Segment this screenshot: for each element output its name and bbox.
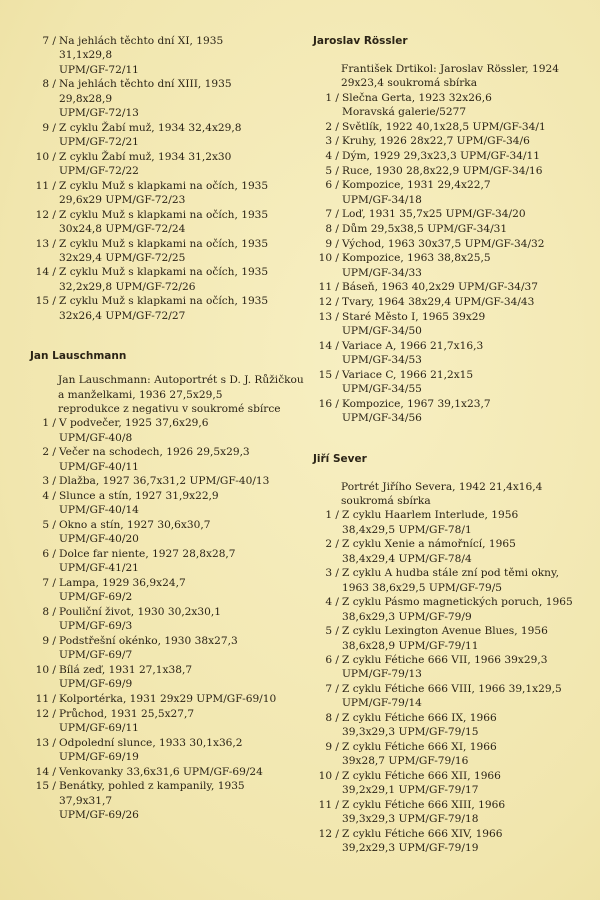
entry-number: 16 /: [318, 397, 339, 410]
catalog-entry: [30, 605, 310, 634]
entry-number: 2 /: [42, 446, 56, 459]
entry-text: Loď, 1931 35,7x25 UPM/GF-34/20: [342, 208, 526, 221]
entry-number: 8 /: [325, 712, 339, 725]
author-portrait-caption: Jan Lauschmann: Autoportrét s D. J. Růžičkou a manželkami, 1936 27,5x29,5 reprodukce z negativu v soukromé sbírce: [58, 374, 304, 416]
catalog-entry: [313, 682, 588, 711]
entry-text: Dlažba, 1927 36,7x31,2 UPM/GF-40/13: [59, 475, 270, 488]
entry-text: V podvečer, 1925 37,6x29,6 UPM/GF-40/8: [59, 417, 209, 444]
catalog-entry: [30, 736, 310, 765]
entry-text: Z cyklu Fétiche 666 VII, 1966 39x29,3 UPM/GF-79/13: [342, 654, 548, 681]
entry-number: 11 /: [35, 179, 56, 192]
entry-number: 9 /: [42, 121, 56, 134]
catalog-entry: [313, 207, 588, 221]
entry-number: 15 /: [35, 780, 56, 793]
catalog-entry: [313, 653, 588, 682]
entry-text: Z cyklu Fétiche 666 XII, 1966 39,2x29,1 UPM/GF-79/17: [342, 770, 501, 797]
catalog-entry: [313, 595, 588, 624]
entry-number: 6 /: [325, 654, 339, 667]
entry-number: 12 /: [35, 707, 56, 720]
entry-number: 4 /: [325, 149, 339, 162]
catalog-entry: [30, 416, 310, 445]
spacer: [313, 466, 588, 480]
entry-text: Staré Město I, 1965 39x29 UPM/GF-34/50: [342, 310, 486, 338]
entry-number: 11 /: [318, 799, 339, 812]
catalog-entry: [313, 537, 588, 566]
entry-text: Z cyklu Žabí muž, 1934 32,4x29,8 UPM/GF-72/21: [59, 121, 242, 148]
catalog-entry: [30, 474, 310, 488]
catalog-entry: [313, 827, 588, 856]
entry-text: Z cyklu Pásmo magnetických poruch, 1965 38,6x29,3 UPM/GF-79/9: [342, 596, 573, 623]
catalog-entry: [30, 150, 310, 179]
catalog-entry: [313, 368, 588, 397]
entry-text: Podstřešní okénko, 1930 38x27,3 UPM/GF-69/7: [59, 634, 238, 662]
catalog-entry: [313, 91, 588, 120]
entry-number: 1 /: [325, 509, 339, 522]
entry-text: Pouliční život, 1930 30,2x30,1 UPM/GF-69/3: [59, 605, 221, 633]
entry-number: 10 /: [318, 770, 339, 783]
entry-number: 7 /: [325, 683, 339, 696]
entry-text: Z cyklu Muž s klapkami na očích, 1935 32x26,4 UPM/GF-72/27: [59, 295, 269, 322]
entry-number: 12 /: [318, 828, 339, 841]
catalog-entry: [30, 179, 310, 208]
catalog-entry: [313, 508, 588, 537]
catalog-entry: [30, 663, 310, 692]
entry-number: 9 /: [325, 237, 339, 250]
right-column: [313, 34, 588, 856]
catalog-entry: [30, 208, 310, 237]
entry-text: Z cyklu Muž s klapkami na očích, 1935 30x24,8 UPM/GF-72/24: [59, 208, 269, 235]
author-portrait-caption: Portrét Jiřího Severa, 1942 21,4x16,4 soukromá sbírka: [341, 480, 543, 507]
entry-text: Z cyklu Fétiche 666 XIV, 1966 39,2x29,3 UPM/GF-79/19: [342, 828, 503, 855]
entry-text: Z cyklu Muž s klapkami na očích, 1935 32x29,4 UPM/GF-72/25: [59, 237, 269, 264]
entry-number: 11 /: [318, 281, 339, 294]
catalog-entry: [313, 310, 588, 339]
entry-text: Bílá zeď, 1931 27,1x38,7 UPM/GF-69/9: [59, 663, 193, 691]
entry-text: Slečna Gerta, 1923 32x26,6 Moravská galerie/5277: [342, 91, 492, 118]
entry-number: 7 /: [42, 576, 56, 589]
entry-text: Z cyklu Fétiche 666 IX, 1966 39,3x29,3 UPM/GF-79/15: [342, 712, 497, 739]
entry-text: Variace A, 1966 21,7x16,3 UPM/GF-34/53: [342, 339, 484, 367]
catalog-entry: [313, 280, 588, 294]
entry-text: Z cyklu Fétiche 666 VIII, 1966 39,1x29,5 UPM/GF-79/14: [342, 683, 562, 710]
entry-text: Světlík, 1922 40,1x28,5 UPM/GF-34/1: [342, 120, 546, 133]
entry-text: Na jehlách těchto dní XI, 1935 31,1x29,8 UPM/GF-72/11: [59, 35, 224, 76]
entry-text: Benátky, pohled z kampanily, 1935 37,9x31,7 UPM/GF-69/26: [59, 780, 245, 821]
catalog-entry: [30, 765, 310, 779]
catalog-entry: [313, 740, 588, 769]
catalog-entry: [313, 397, 588, 426]
catalog-entry: [313, 134, 588, 148]
entry-number: 7 /: [325, 208, 339, 221]
entry-text: Kompozice, 1963 38,8x25,5 UPM/GF-34/33: [342, 252, 491, 279]
entry-number: 4 /: [42, 490, 56, 502]
catalog-entry: [313, 164, 588, 178]
entry-number: 13 /: [35, 237, 56, 250]
entry-text: Variace C, 1966 21,2x15 UPM/GF-34/55: [342, 368, 474, 395]
catalog-entry: [313, 251, 588, 280]
entry-text: Lampa, 1929 36,9x24,7 UPM/GF-69/2: [59, 576, 186, 604]
entry-number: 3 /: [325, 567, 339, 580]
catalog-entry: [30, 34, 310, 77]
entry-number: 2 /: [325, 120, 339, 133]
entry-text: Okno a stín, 1927 30,6x30,7 UPM/GF-40/20: [59, 518, 211, 546]
entry-text: Venkovanky 33,6x31,6 UPM/GF-69/24: [59, 765, 263, 778]
entry-number: 8 /: [42, 78, 56, 91]
entry-text: Z cyklu Muž s klapkami na očích, 1935 32,2x29,8 UPM/GF-72/26: [59, 266, 269, 293]
entry-number: 13 /: [35, 736, 56, 749]
catalog-entry: [313, 711, 588, 740]
entry-text: Tvary, 1964 38x29,4 UPM/GF-34/43: [342, 296, 535, 309]
entry-number: 12 /: [35, 208, 56, 221]
entry-number: 5 /: [325, 625, 339, 638]
catalog-entry: [30, 77, 310, 120]
entry-number: 10 /: [318, 252, 339, 265]
spacer: [313, 48, 588, 62]
entry-number: 8 /: [42, 605, 56, 618]
entry-number: 12 /: [318, 296, 339, 309]
entry-text: Kruhy, 1926 28x22,7 UPM/GF-34/6: [342, 135, 530, 148]
catalog-entry: [30, 294, 310, 323]
author-portrait-caption: František Drtikol: Jaroslav Rössler, 1924 29x23,4 soukromá sbírka: [341, 63, 559, 90]
entry-text: Z cyklu Žabí muž, 1934 31,2x30 UPM/GF-72/22: [59, 150, 232, 177]
left-column: [30, 34, 310, 823]
spacer: [30, 363, 310, 373]
catalog-entry: [313, 624, 588, 653]
catalog-entry: [313, 149, 588, 163]
catalog-entry: [30, 634, 310, 663]
entry-text: Odpolední slunce, 1933 30,1x36,2 UPM/GF-69/19: [59, 736, 243, 763]
entry-text: Z cyklu Lexington Avenue Blues, 1956 38,6x28,9 UPM/GF-79/11: [342, 625, 548, 652]
entry-number: 8 /: [325, 223, 339, 235]
entry-text: Z cyklu Haarlem Interlude, 1956 38,4x29,5 UPM/GF-78/1: [342, 509, 519, 536]
entry-number: 7 /: [42, 35, 56, 47]
catalog-entry: [30, 518, 310, 547]
entry-number: 14 /: [318, 339, 339, 352]
entry-number: 2 /: [325, 538, 339, 551]
entry-number: 15 /: [318, 368, 339, 381]
catalog-entry: [30, 576, 310, 605]
entry-text: Průchod, 1931 25,5x27,7 UPM/GF-69/11: [59, 707, 195, 734]
catalog-entry: [313, 222, 588, 236]
entry-number: 3 /: [325, 135, 339, 148]
catalog-entry: [30, 237, 310, 266]
entry-number: 14 /: [35, 266, 56, 279]
catalog-entry: [313, 769, 588, 798]
entry-text: Kolportérka, 1931 29x29 UPM/GF-69/10: [59, 692, 277, 705]
catalog-entry: [30, 121, 310, 150]
entry-text: Báseň, 1963 40,2x29 UPM/GF-34/37: [342, 281, 539, 294]
entry-text: Večer na schodech, 1926 29,5x29,3 UPM/GF-40/11: [59, 446, 250, 473]
entry-text: Na jehlách těchto dní XIII, 1935 29,8x28,9 UPM/GF-72/13: [59, 78, 232, 119]
catalog-entry: [313, 120, 588, 134]
entry-number: 3 /: [42, 475, 56, 488]
entry-number: 1 /: [325, 91, 339, 104]
entry-number: 5 /: [42, 518, 56, 531]
entry-text: Dolce far niente, 1927 28,8x28,7 UPM/GF-41/21: [59, 547, 236, 575]
entry-number: 4 /: [325, 596, 339, 609]
catalog-entry: [30, 707, 310, 736]
entry-text: Ruce, 1930 28,8x22,9 UPM/GF-34/16: [342, 164, 543, 177]
author-heading: Jaroslav Rössler: [313, 35, 408, 47]
entry-number: 5 /: [325, 164, 339, 177]
entry-number: 6 /: [325, 179, 339, 192]
catalog-entry: [313, 295, 588, 309]
entry-number: 9 /: [325, 741, 339, 754]
entry-number: 6 /: [42, 547, 56, 560]
entry-number: 14 /: [35, 765, 56, 778]
entry-number: 15 /: [35, 295, 56, 308]
entry-text: Slunce a stín, 1927 31,9x22,9 UPM/GF-40/14: [59, 490, 219, 517]
entry-text: Východ, 1963 30x37,5 UPM/GF-34/32: [342, 237, 545, 250]
entry-text: Dům 29,5x38,5 UPM/GF-34/31: [342, 223, 508, 235]
catalog-entry: [30, 445, 310, 474]
author-heading: Jan Lauschmann: [30, 350, 127, 363]
catalog-entry: [313, 178, 588, 207]
catalog-entry: [313, 237, 588, 251]
catalog-entry: [30, 692, 310, 706]
catalog-entry: [30, 547, 310, 576]
entry-text: Z cyklu A hudba stále zní pod těmi okny, 1963 38,6x29,5 UPM/GF-79/5: [342, 567, 559, 594]
entry-text: Z cyklu Xenie a námořnící, 1965 38,4x29,4 UPM/GF-78/4: [342, 538, 516, 565]
entry-text: Z cyklu Fétiche 666 XIII, 1966 39,3x29,3 UPM/GF-79/18: [342, 799, 506, 826]
catalog-entry: [313, 566, 588, 595]
entry-text: Kompozice, 1931 29,4x22,7 UPM/GF-34/18: [342, 179, 491, 206]
catalog-entry: [313, 798, 588, 827]
catalog-entry: [30, 489, 310, 518]
catalog-entry: [30, 265, 310, 294]
entry-number: 10 /: [35, 150, 56, 163]
author-heading: Jiří Sever: [313, 452, 367, 465]
entry-number: 10 /: [35, 663, 56, 676]
catalog-entry: [313, 339, 588, 368]
entry-text: Z cyklu Fétiche 666 XI, 1966 39x28,7 UPM/GF-79/16: [342, 741, 497, 768]
spacer: [313, 426, 588, 452]
entry-number: 13 /: [318, 310, 339, 323]
entry-number: 9 /: [42, 634, 56, 647]
entry-text: Dým, 1929 29,3x23,3 UPM/GF-34/11: [342, 149, 541, 162]
entry-number: 1 /: [42, 417, 56, 430]
entry-number: 11 /: [35, 692, 56, 705]
entry-text: Kompozice, 1967 39,1x23,7 UPM/GF-34/56: [342, 397, 491, 424]
spacer: [30, 323, 310, 349]
catalog-entry: [30, 779, 310, 822]
entry-text: Z cyklu Muž s klapkami na očích, 1935 29,6x29 UPM/GF-72/23: [59, 179, 269, 206]
